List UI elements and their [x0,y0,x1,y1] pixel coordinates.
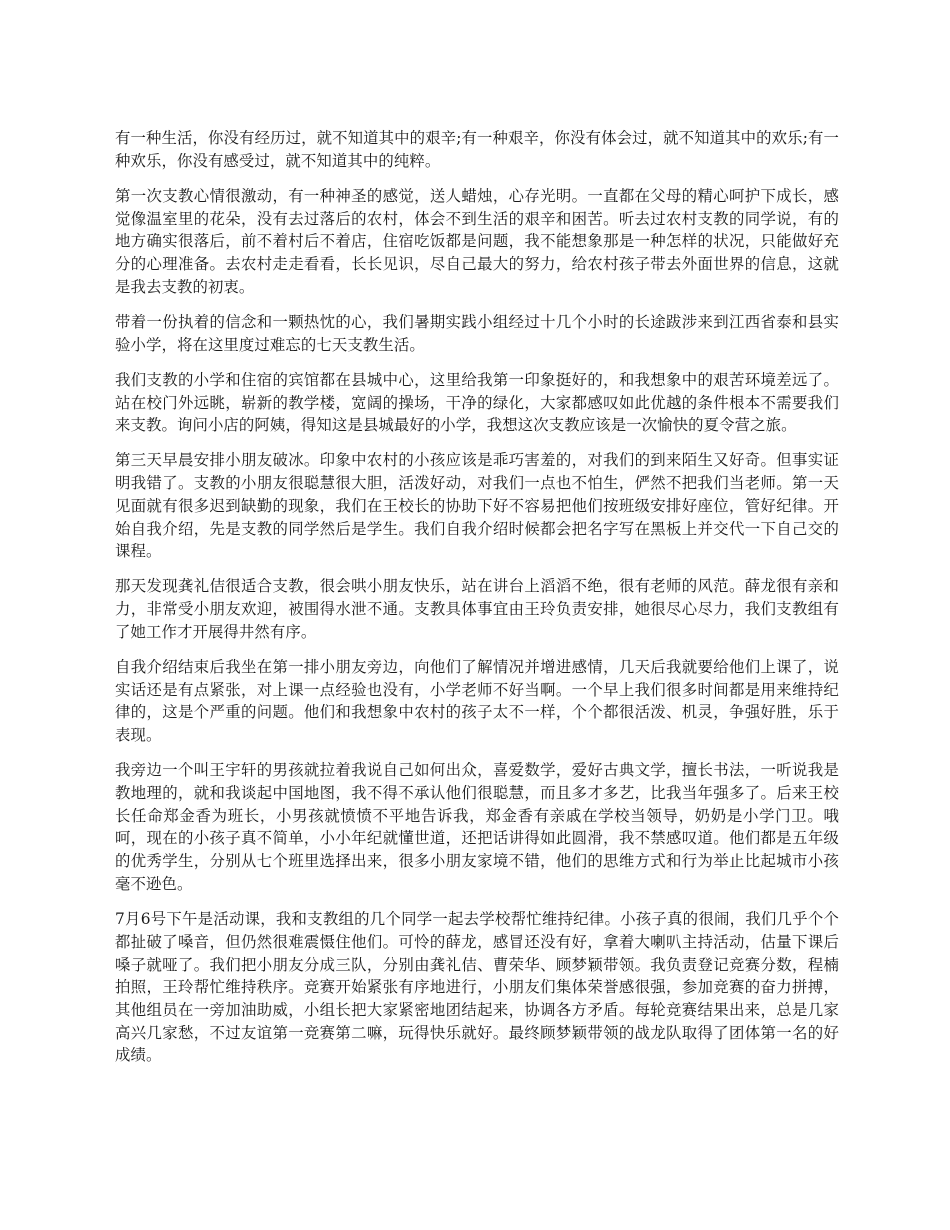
paragraph-intro: 有一种生活，你没有经历过，就不知道其中的艰辛;有一种艰辛，你没有体会过，就不知道其中的欢乐;有一种欢乐，你没有感受过，就不知道其中的纯粹。 [115,129,839,170]
paragraph-icebreaking: 第三天早晨安排小朋友破冰。印象中农村的小孩应该是乖巧害羞的，对我们的到来陌生又好奇。但事实证明我错了。支教的小朋友很聪慧很大胆，活泼好动，对我们一点也不怕生，俨然不把我们当老师。第一天见面就有很多迟到缺勤的现象，我们在王校长的协助下好不容易把他们按班级安排好座位，管好纪律。开始自我介绍，先是支教的同学然后是学生。我们自我介绍时候都会把名字写在黑板上并交代一下自己交的课程。 [115,451,839,561]
paragraph-first-teaching: 第一次支教心情很激动，有一种神圣的感觉，送人蜡烛，心存光明。一直都在父母的精心呵护下成长，感觉像温室里的花朵，没有去过落后的农村，体会不到生活的艰辛和困苦。听去过农村支教的同学说，有的地方确实很落后，前不着村后不着店，住宿吃饭都是问题，我不能想象那是一种怎样的状况，只能做好充分的心理准备。去农村走走看看，长长见识，尽自己最大的努力，给农村孩子带去外面世界的信息，这就是我去支教的初衷。 [115,186,839,296]
document-body [115,127,839,1080]
paragraph-arrival: 带着一份执着的信念和一颗热忱的心，我们暑期实践小组经过十几个小时的长途跋涉来到江西省泰和县实验小学，将在这里度过难忘的七天支教生活。 [115,312,839,354]
paragraph-school-impression: 我们支教的小学和住宿的宾馆都在县城中心，这里给我第一印象挺好的，和我想象中的艰苦环境差远了。站在校门外远眺，崭新的教学楼，宽阔的操场，干净的绿化，大家都感叹如此优越的条件根本不需要我们来支教。询问小店的阿姨，得知这是县城最好的小学，我想这次支教应该是一次愉快的夏令营之旅。 [115,370,839,435]
paragraph-teammates: 那天发现龚礼佶很适合支教，很会哄小朋友快乐，站在讲台上滔滔不绝，很有老师的风范。薛龙很有亲和力，非常受小朋友欢迎，被围得水泄不通。支教具体事宜由王玲负责安排，她很尽心尽力，我们支教组有了她工作才开展得井然有序。 [115,577,839,641]
paragraph-activity-class: 7月6号下午是活动课，我和支教组的几个同学一起去学校帮忙维持纪律。小孩子真的很闹，我们几乎个个都扯破了嗓音，但仍然很难震慑住他们。可怜的薛龙，感冒还没有好，拿着大喇叭主持活动，估量下课后嗓子就哑了。我们把小朋友分成三队，分别由龚礼佶、曹荣华、顾梦颖带领。我负责登记竞赛分数，程楠拍照，王玲帮忙维持秩序。竞赛开始紧张有序地进行，小朋友们集体荣誉感很强，参加竞赛的奋力拼搏，其他组员在一旁加油助威，小组长把大家紧密地团结起来，协调各方矛盾。每轮竞赛结果出来，总是几家高兴几家愁，不过友谊第一竞赛第二嘛，玩得快乐就好。最终顾梦颖带领的战龙队取得了团体第一名的好成绩。 [115,910,839,1065]
paragraph-self-introduction: 自我介绍结束后我坐在第一排小朋友旁边，向他们了解情况并增进感情，几天后我就要给他们上课了，说实话还是有点紧张，对上课一点经验也没有，小学老师不好当啊。一个早上我们很多时间都是用来维持纪律的，这是个严重的问题。他们和我想象中农村的孩子太不一样，个个都很活泼、机灵，争强好胜，乐于表现。 [115,658,839,745]
paragraph-student-story: 我旁边一个叫王宇轩的男孩就拉着我说自己如何出众，喜爱数学，爱好古典文学，擅长书法，一听说我是教地理的，就和我谈起中国地图，我不得不承认他们很聪慧，而且多才多艺，比我当年强多了。后来王校长任命郑金香为班长，小男孩就愤愤不平地告诉我，郑金香有亲戚在学校当领导，奶奶是小学门卫。哦呵，现在的小孩子真不简单，小小年纪就懂世道，还把话讲得如此圆滑，我不禁感叹道。他们都是五年级的优秀学生，分别从七个班里选择出来，很多小朋友家境不错，他们的思维方式和行为举止比起城市小孩毫不逊色。 [115,761,839,893]
